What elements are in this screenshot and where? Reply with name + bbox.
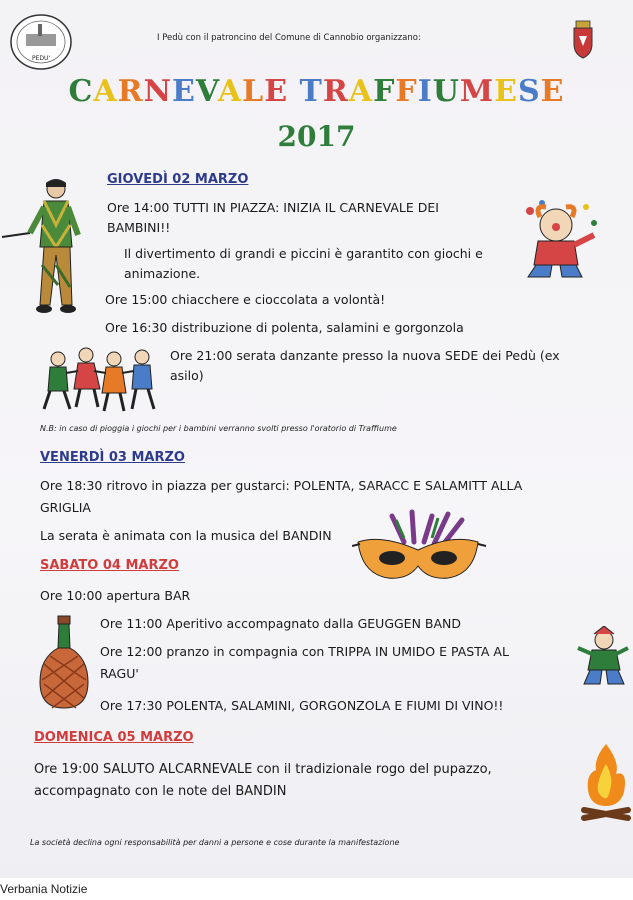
title-letter: U (432, 74, 460, 109)
organizers-text: I Pedù con il patroncino del Comune di Cannobio organizzano: (157, 33, 421, 43)
event-year: 2017 (277, 120, 356, 153)
title-letter: E (171, 74, 196, 109)
title-letter: F (373, 74, 396, 109)
title-letter: E (264, 74, 289, 109)
small-clown-icon (576, 626, 630, 688)
title-letter: S (518, 74, 541, 109)
title-letter: T (299, 74, 323, 109)
saturday-line: Ore 12:00 pranzo in compagnia con TRIPPA IN UMIDO E PASTA AL (100, 644, 509, 659)
sunday-heading: DOMENICA 05 MARZO (34, 730, 194, 745)
title-letter: E (494, 74, 518, 109)
title-letter: V (195, 74, 218, 109)
title-letter (288, 74, 299, 109)
title-letter: A (217, 74, 243, 109)
logo-text: PEDU' (31, 55, 51, 62)
wine-flask-icon (36, 614, 92, 712)
friday-line: GRIGLIA (40, 500, 91, 515)
pedu-logo-icon (8, 12, 74, 72)
saturday-line: Ore 17:30 POLENTA, SALAMINI, GORGONZOLA E FIUMI DI VINO!! (100, 698, 504, 713)
friday-heading: VENERDÌ 03 MARZO (40, 450, 185, 465)
bonfire-icon (580, 740, 632, 822)
friday-line: Ore 18:30 ritrovo in piazza per gustarci: POLENTA, SARACC E SALAMITT ALLA (40, 478, 523, 493)
title-letter: A (93, 74, 118, 109)
dancers-icon (40, 345, 160, 417)
sunday-line: accompagnato con le note del BANDIN (34, 784, 287, 799)
title-letter: F (395, 74, 418, 109)
title-letter: R (117, 74, 144, 109)
thursday-line: Ore 21:00 serata danzante presso la nuova SEDE dei Pedù (ex (170, 348, 560, 363)
title-letter: E (540, 74, 565, 109)
thursday-line: animazione. (124, 266, 201, 281)
friday-line: La serata è animata con la musica del BANDIN (40, 528, 332, 543)
title-letter: N (143, 74, 172, 109)
disclaimer-text: La società declina ogni responsabilità per danni a persone e cose durante la manifestazione (30, 838, 400, 847)
thursday-line: Ore 15:00 chiacchere e cioccolata a volontà! (105, 292, 386, 307)
source-caption: Verbania Notizie (0, 882, 88, 896)
title-letter: C (68, 74, 94, 109)
saturday-line: Ore 10:00 apertura BAR (40, 588, 191, 603)
harlequin-icon (0, 175, 90, 325)
carnival-mask-icon (352, 508, 488, 588)
title-letter: R (322, 74, 349, 109)
sunday-line: Ore 19:00 SALUTO ALCARNEVALE con il tradizionale rogo del pupazzo, (34, 762, 492, 777)
title-letter: A (348, 74, 374, 109)
thursday-line: asilo) (170, 368, 204, 383)
clown-icon (516, 195, 602, 283)
thursday-heading: GIOVEDÌ 02 MARZO (107, 172, 249, 187)
thursday-line: BAMBINI!! (107, 220, 171, 235)
thursday-line: Ore 16:30 distribuzione di polenta, salamini e gorgonzola (105, 320, 464, 335)
event-title (0, 74, 633, 109)
thursday-line: Il divertimento di grandi e piccini è garantito con giochi e (124, 246, 483, 261)
saturday-heading: SABATO 04 MARZO (40, 558, 179, 573)
coat-of-arms-icon (568, 18, 598, 60)
title-letter: M (459, 74, 495, 109)
rain-note: N.B: in caso di pioggia i giochi per i bambini verranno svolti presso l'oratorio di Traffiume (40, 424, 397, 433)
title-letter: I (417, 74, 433, 109)
title-letter: L (242, 74, 265, 109)
saturday-line: RAGU' (100, 666, 139, 681)
saturday-line: Ore 11:00 Aperitivo accompagnato dalla GEUGGEN BAND (100, 616, 462, 631)
thursday-line: Ore 14:00 TUTTI IN PIAZZA: INIZIA IL CARNEVALE DEI (107, 200, 439, 215)
